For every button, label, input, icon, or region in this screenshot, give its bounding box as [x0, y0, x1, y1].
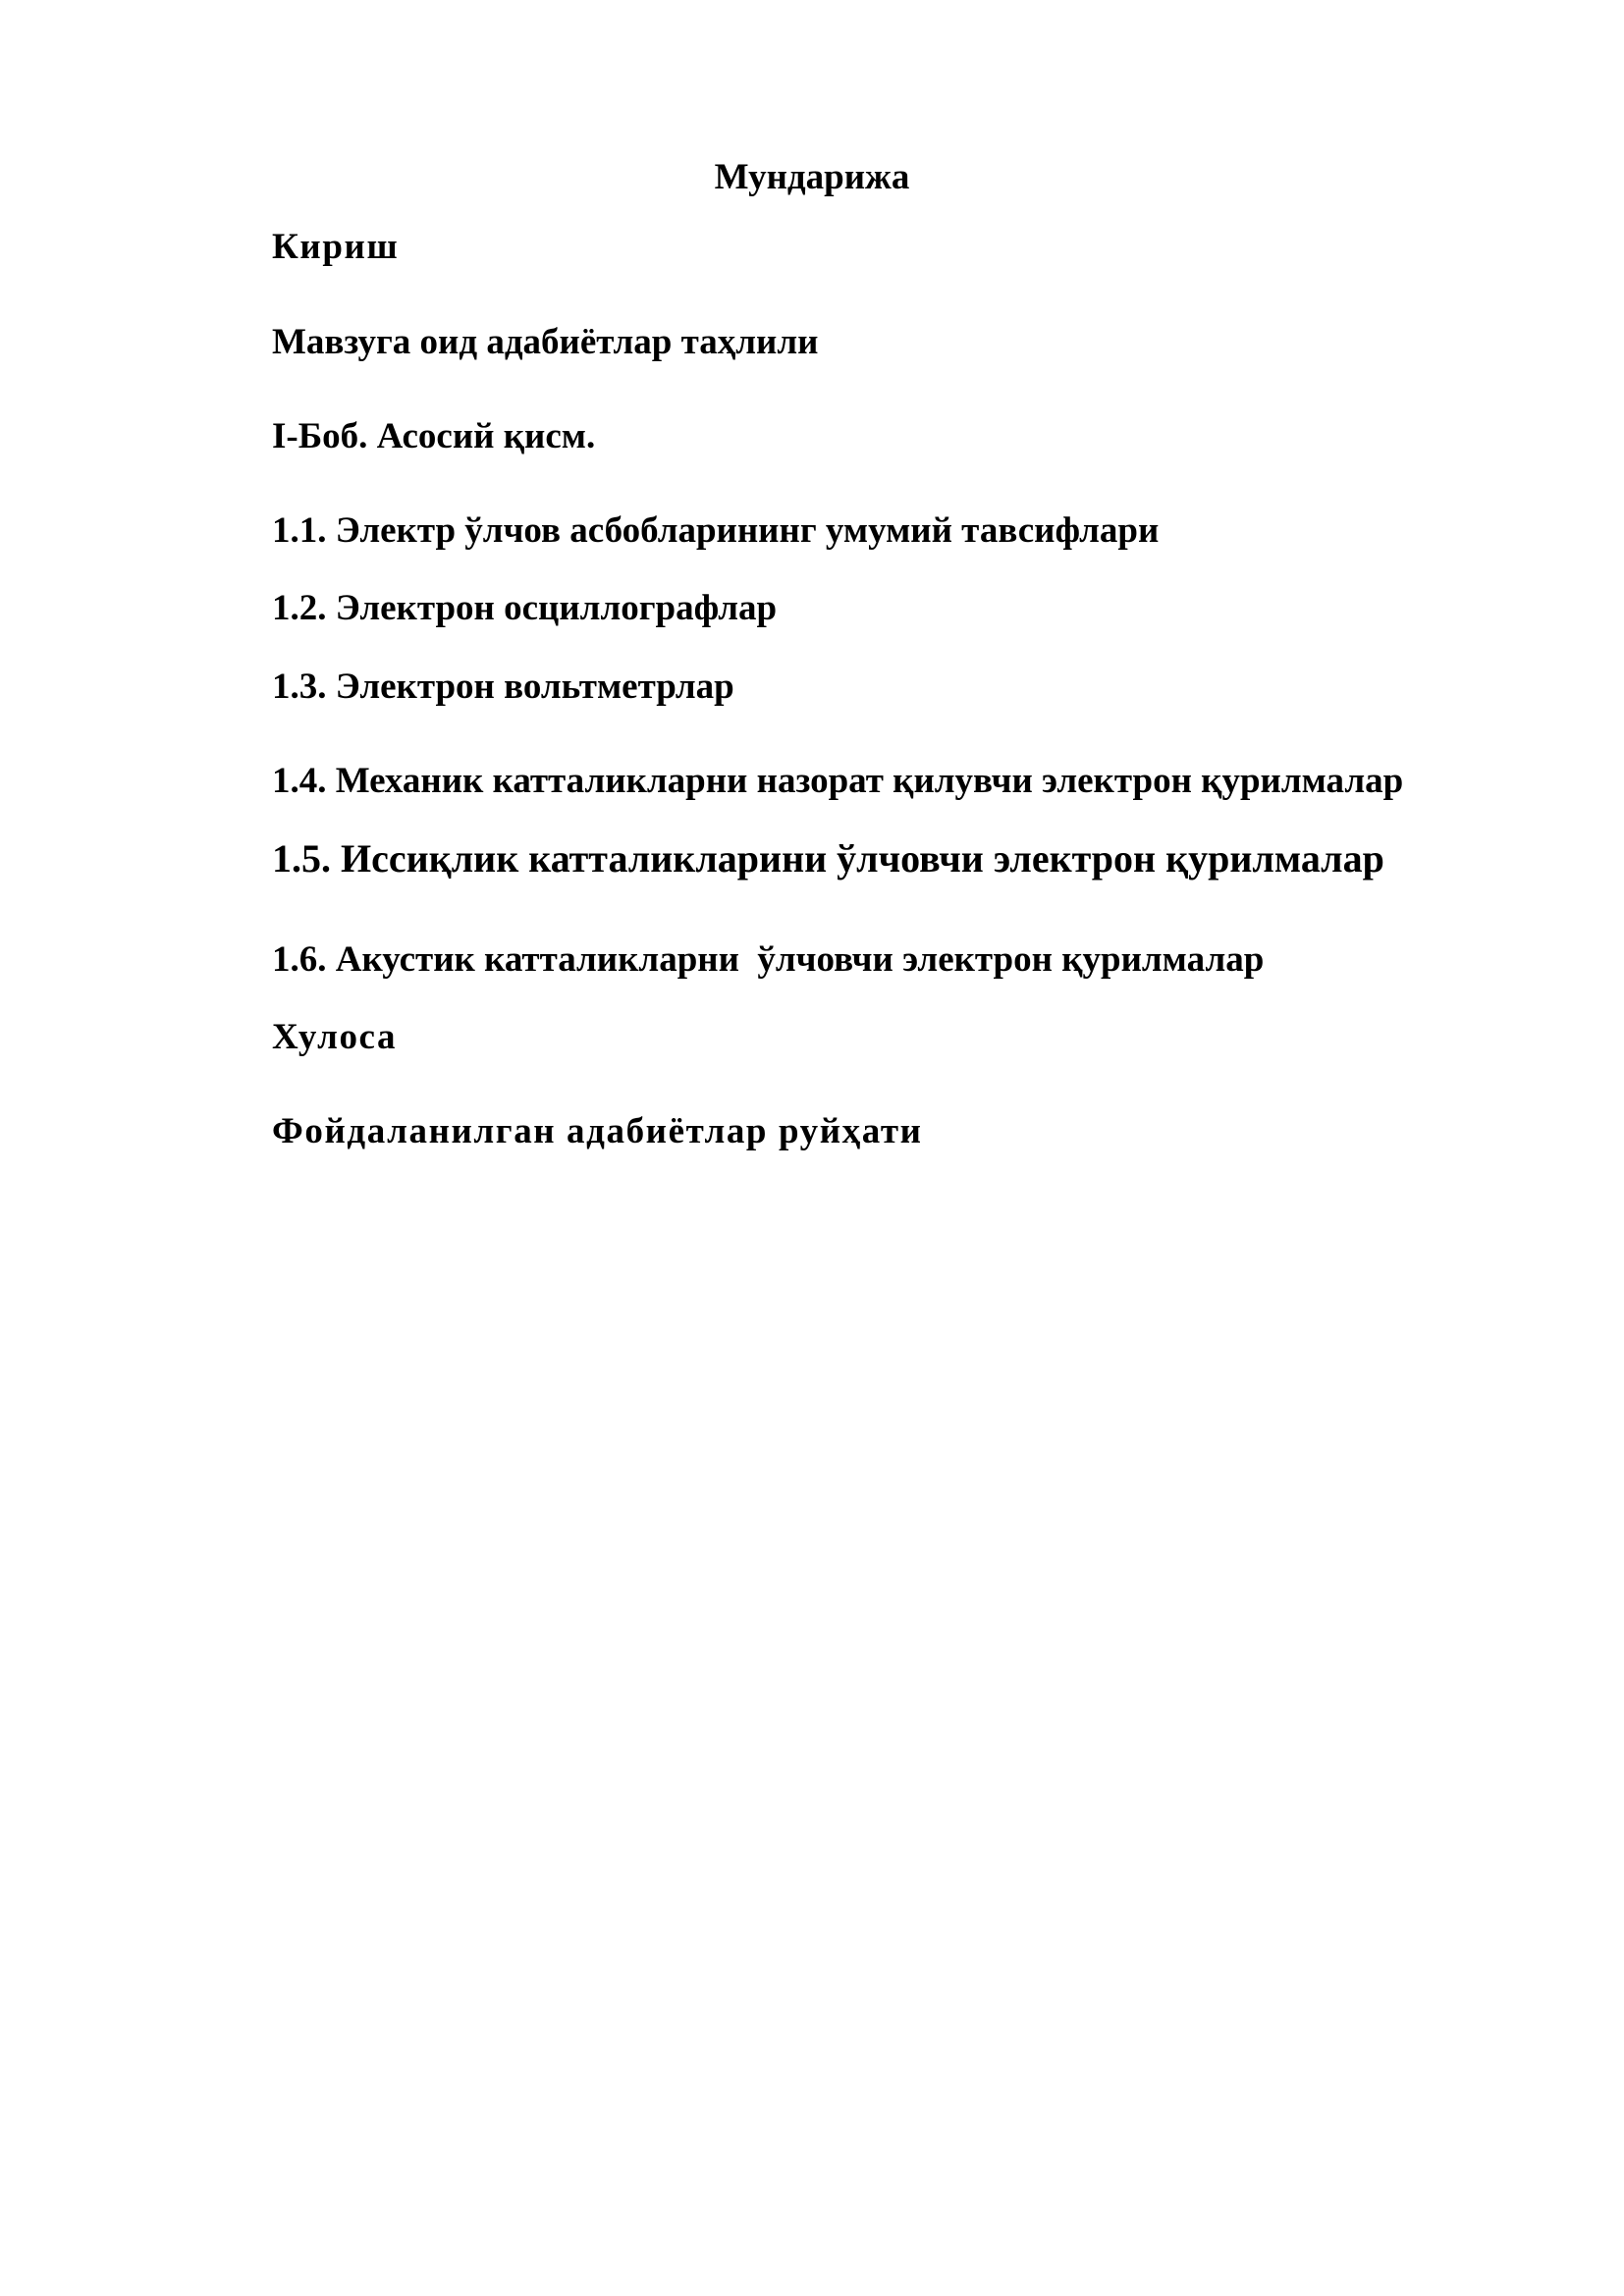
toc-entry-introduction: Кириш — [272, 227, 400, 267]
toc-entry-section-1-5: 1.5. Иссиқлик катталикларини ўлчовчи электрон қурилмалар — [272, 836, 1384, 881]
toc-title: Мундарижа — [714, 157, 910, 197]
toc-entry-references: Фойдаланилган адабиётлар руйҳати — [272, 1111, 923, 1151]
toc-entry-section-1-6: 1.6. Акустик катталикларни ўлчовчи электрон қурилмалар — [272, 939, 1265, 980]
toc-entry-chapter-1: I-Боб. Асосий қисм. — [272, 416, 596, 456]
toc-entry-section-1-2: 1.2. Электрон осциллографлар — [272, 588, 778, 628]
toc-entry-section-1-3: 1.3. Электрон вольтметрлар — [272, 667, 734, 707]
toc-entry-section-1-1: 1.1. Электр ўлчов асбобларининг умумий тавсифлари — [272, 510, 1160, 551]
toc-entry-conclusion: Хулоса — [272, 1017, 398, 1057]
toc-entry-section-1-4: 1.4. Механик катталикларни назорат қилувчи электрон қурилмалар — [272, 761, 1404, 801]
toc-entry-literature-review: Мавзуга оид адабиётлар таҳлили — [272, 322, 819, 362]
